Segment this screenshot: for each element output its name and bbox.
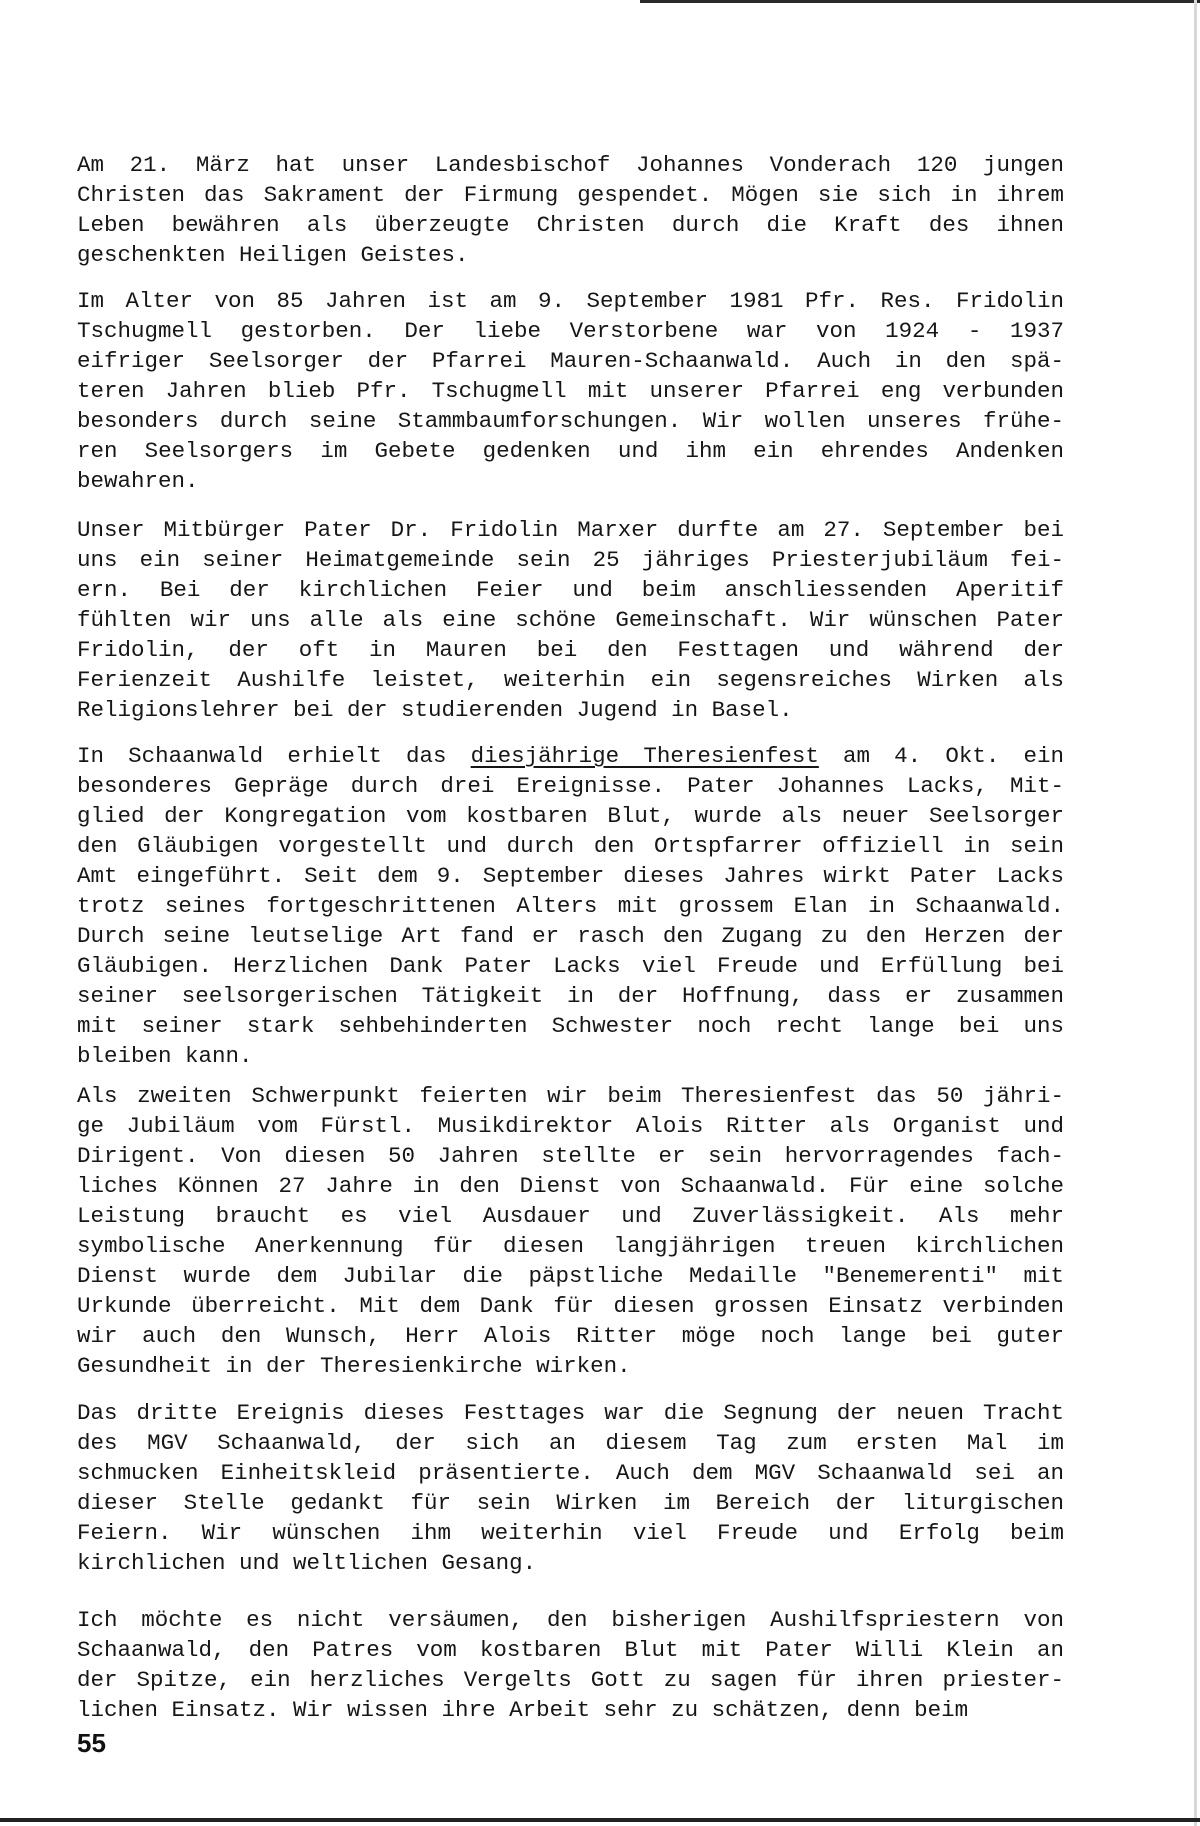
text-line: liches Können 27 Jahre in den Dienst von Schaanwald. Für eine solche bbox=[77, 1173, 1064, 1199]
text-line: schmucken Einheitskleid präsentierte. Auch dem MGV Schaanwald sei an bbox=[77, 1460, 1064, 1486]
text-line: Urkunde überreicht. Mit dem Dank für diesen grossen Einsatz verbinden bbox=[77, 1293, 1064, 1319]
text-line: Gesundheit in der Theresienkirche wirken. bbox=[77, 1353, 631, 1379]
text-line: Tschugmell gestorben. Der liebe Verstorbene war von 1924 - 1937 bbox=[77, 318, 1064, 344]
text-line: uns ein seiner Heimatgemeinde sein 25 jähriges Priesterjubiläum fei- bbox=[77, 547, 1064, 573]
underlined-phrase: diesjährige Theresienfest bbox=[470, 743, 819, 769]
text-line: Leistung braucht es viel Ausdauer und Zuverlässigkeit. Als mehr bbox=[77, 1203, 1064, 1229]
text-line: seiner seelsorgerischen Tätigkeit in der Hoffnung, dass er zusammen bbox=[77, 983, 1064, 1009]
text-line: besonderes Gepräge durch drei Ereignisse. Pater Johannes Lacks, Mit- bbox=[77, 773, 1064, 799]
paragraph-4 bbox=[77, 741, 1064, 1071]
text-line: Fridolin, der oft in Mauren bei den Festtagen und während der bbox=[77, 637, 1064, 663]
text-line: Durch seine leutselige Art fand er rasch den Zugang zu den Herzen der bbox=[77, 923, 1064, 949]
text-line: Im Alter von 85 Jahren ist am 9. September 1981 Pfr. Res. Fridolin bbox=[77, 288, 1064, 314]
text-line: dieser Stelle gedankt für sein Wirken im Bereich der liturgischen bbox=[77, 1490, 1064, 1516]
text-line: besonders durch seine Stammbaumforschungen. Wir wollen unseres frühe- bbox=[77, 408, 1064, 434]
text-line: In Schaanwald erhielt das diesjährige Theresienfest am 4. Okt. ein bbox=[77, 743, 1064, 769]
text-line: Gläubigen. Herzlichen Dank Pater Lacks viel Freude und Erfüllung bei bbox=[77, 953, 1064, 979]
text-line: des MGV Schaanwald, der sich an diesem Tag zum ersten Mal im bbox=[77, 1430, 1064, 1456]
text-line: der Spitze, ein herzliches Vergelts Gott zu sagen für ihren priester- bbox=[77, 1667, 1064, 1693]
text-line: Als zweiten Schwerpunkt feierten wir beim Theresienfest das 50 jähri- bbox=[77, 1083, 1064, 1109]
bottom-border-line bbox=[0, 1818, 1200, 1822]
text-line: Dirigent. Von diesen 50 Jahren stellte er sein hervorragendes fach- bbox=[77, 1143, 1064, 1169]
text-line: bleiben kann. bbox=[77, 1043, 253, 1069]
text-line: Ich möchte es nicht versäumen, den bisherigen Aushilfspriestern von bbox=[77, 1607, 1064, 1633]
text-line: fühlten wir uns alle als eine schöne Gemeinschaft. Wir wünschen Pater bbox=[77, 607, 1064, 633]
top-border-line bbox=[640, 0, 1200, 3]
text-line: wir auch den Wunsch, Herr Alois Ritter möge noch lange bei guter bbox=[77, 1323, 1064, 1349]
text-line: Am 21. März hat unser Landesbischof Johannes Vonderach 120 jungen bbox=[77, 152, 1064, 178]
text-line: Amt eingeführt. Seit dem 9. September dieses Jahres wirkt Pater Lacks bbox=[77, 863, 1064, 889]
text-line: Feiern. Wir wünschen ihm weiterhin viel Freude und Erfolg beim bbox=[77, 1520, 1064, 1546]
text-line: den Gläubigen vorgestellt und durch den Ortspfarrer offiziell in sein bbox=[77, 833, 1064, 859]
text-line: kirchlichen und weltlichen Gesang. bbox=[77, 1550, 537, 1576]
text-line: Ferienzeit Aushilfe leistet, weiterhin ein segensreiches Wirken als bbox=[77, 667, 1064, 693]
text-line: trotz seines fortgeschrittenen Alters mit grossem Elan in Schaanwald. bbox=[77, 893, 1064, 919]
paragraph-6 bbox=[77, 1398, 1064, 1578]
text-line: Dienst wurde dem Jubilar die päpstliche Medaille "Benemerenti" mit bbox=[77, 1263, 1064, 1289]
paragraph-5 bbox=[77, 1081, 1064, 1381]
text-line: Leben bewähren als überzeugte Christen durch die Kraft des ihnen bbox=[77, 212, 1064, 238]
text-line: bewahren. bbox=[77, 468, 199, 494]
text-line: symbolische Anerkennung für diesen langjährigen treuen kirchlichen bbox=[77, 1233, 1064, 1259]
text-line: teren Jahren blieb Pfr. Tschugmell mit unserer Pfarrei eng verbunden bbox=[77, 378, 1064, 404]
paragraph-2 bbox=[77, 286, 1064, 496]
paragraph-7 bbox=[77, 1605, 1064, 1725]
text-line: lichen Einsatz. Wir wissen ihre Arbeit sehr zu schätzen, denn beim bbox=[77, 1697, 969, 1723]
page-number: 55 bbox=[77, 1728, 106, 1758]
text-line: Christen das Sakrament der Firmung gespendet. Mögen sie sich in ihrem bbox=[77, 182, 1064, 208]
text-line: geschenkten Heiligen Geistes. bbox=[77, 242, 469, 268]
text-line: mit seiner stark sehbehinderten Schwester noch recht lange bei uns bbox=[77, 1013, 1064, 1039]
right-edge-shadow bbox=[1194, 0, 1197, 1826]
text-line: Unser Mitbürger Pater Dr. Fridolin Marxer durfte am 27. September bei bbox=[77, 517, 1064, 543]
text-line: eifriger Seelsorger der Pfarrei Mauren-Schaanwald. Auch in den spä- bbox=[77, 348, 1064, 374]
text-line: Schaanwald, den Patres vom kostbaren Blut mit Pater Willi Klein an bbox=[77, 1637, 1064, 1663]
paragraph-3 bbox=[77, 515, 1064, 725]
text-line: ren Seelsorgers im Gebete gedenken und ihm ein ehrendes Andenken bbox=[77, 438, 1064, 464]
text-line: Religionslehrer bei der studierenden Jugend in Basel. bbox=[77, 697, 793, 723]
text-line: Das dritte Ereignis dieses Festtages war die Segnung der neuen Tracht bbox=[77, 1400, 1064, 1426]
text-line: glied der Kongregation vom kostbaren Blut, wurde als neuer Seelsorger bbox=[77, 803, 1064, 829]
paragraph-1 bbox=[77, 150, 1064, 270]
text-line: ge Jubiläum vom Fürstl. Musikdirektor Alois Ritter als Organist und bbox=[77, 1113, 1064, 1139]
text-line: ern. Bei der kirchlichen Feier und beim anschliessenden Aperitif bbox=[77, 577, 1064, 603]
